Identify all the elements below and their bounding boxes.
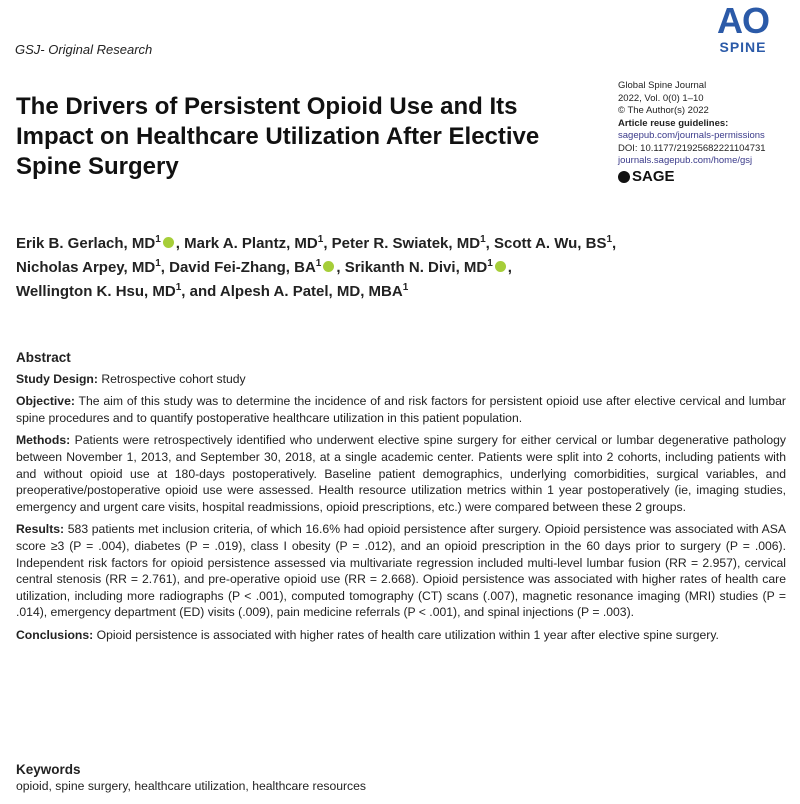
abstract-heading: Abstract bbox=[16, 350, 71, 365]
keywords-text: opioid, spine surgery, healthcare utilization, healthcare resources bbox=[16, 779, 367, 793]
author bbox=[184, 235, 323, 252]
reuse-link[interactable]: sagepub.com/journals-permissions bbox=[618, 130, 765, 141]
author-affiliation: 1 bbox=[317, 234, 324, 245]
study-design-text: Retrospective cohort study bbox=[101, 371, 246, 386]
study-design-label: Study Design: bbox=[16, 371, 98, 386]
journal-link[interactable]: journals.sagepub.com/home/gsj bbox=[618, 155, 753, 166]
author-affiliation: 1 bbox=[487, 258, 493, 269]
author-affiliation: 1 bbox=[480, 234, 486, 245]
sage-logo bbox=[618, 167, 798, 185]
doi[interactable]: DOI: 10.1177/21925682221104731 bbox=[618, 142, 766, 154]
abstract-section bbox=[16, 350, 786, 650]
orcid-icon[interactable] bbox=[163, 237, 174, 248]
author-affiliation: 1 bbox=[175, 282, 182, 293]
study-design-paragraph bbox=[16, 371, 786, 388]
author bbox=[220, 283, 408, 300]
orcid-icon[interactable] bbox=[323, 261, 334, 272]
reuse-label: Article reuse guidelines: bbox=[618, 117, 729, 129]
author-name: David Fei-Zhang, BA bbox=[169, 259, 316, 276]
article-title: The Drivers of Persistent Opioid Use and Its Impact on Healthcare Utilization After Elective Spine Surgery bbox=[16, 93, 540, 180]
author-name: Nicholas Arpey, MD bbox=[16, 259, 156, 276]
author bbox=[169, 259, 336, 276]
conclusions-label: Conclusions: bbox=[16, 627, 94, 642]
journal-meta bbox=[618, 80, 798, 183]
objective-text: The aim of this study was to determine the incidence of and risk factors for persistent opioid use after elective cervical and lumbar spine procedures and to quantify postoperative healthcare utilization in this patient population. bbox=[16, 394, 786, 425]
author-name: Peter R. Swiatek, MD bbox=[331, 235, 481, 252]
author-name: Scott A. Wu, BS bbox=[493, 235, 607, 252]
author-list: Erik B. Gerlach, $MD^1$ , Mark A. Plantz, $MD^1$, Peter R. Swiatek, $MD^1$, Scott A. Wu, $BS^1$, Nicholas Arpey, $MD^1$, David Fei-Zhang, $BA^1$ , Srikanth N. Divi, $MD^1$ , Wellington K. Hsu, $MD^1$, and Alpesh A. Patel, MD, MBA$^1$ bbox=[16, 234, 617, 300]
keywords-heading: Keywords bbox=[16, 762, 81, 777]
author-affiliation: 1 bbox=[402, 282, 409, 293]
methods-label: Methods: bbox=[16, 433, 71, 448]
author bbox=[494, 235, 612, 252]
objective-paragraph bbox=[16, 393, 786, 426]
keywords-section bbox=[16, 762, 786, 793]
author bbox=[16, 259, 161, 276]
ao-spine-logo bbox=[704, 2, 782, 54]
author-affiliation: 1 bbox=[315, 258, 322, 269]
author bbox=[16, 283, 181, 300]
author bbox=[16, 235, 176, 252]
author-name: Alpesh A. Patel, MD, MBA bbox=[219, 283, 403, 300]
methods-paragraph bbox=[16, 432, 786, 515]
author-affiliation: 1 bbox=[606, 234, 613, 245]
author-name: Srikanth N. Divi, MD bbox=[344, 259, 488, 276]
author-name: Erik B. Gerlach, MD bbox=[16, 235, 156, 252]
objective-label: Objective: bbox=[16, 394, 75, 409]
conclusions-text: Opioid persistence is associated with higher rates of health care utilization within 1 year after elective spine surgery. bbox=[96, 627, 719, 642]
results-label: Results: bbox=[16, 522, 65, 537]
journal-name: Global Spine Journal bbox=[618, 80, 707, 91]
orcid-icon[interactable] bbox=[495, 261, 506, 272]
author bbox=[332, 235, 486, 252]
publisher-name: SAGE bbox=[632, 167, 675, 185]
section-label: GSJ- Original Research bbox=[15, 42, 153, 57]
author-name: Wellington K. Hsu, MD bbox=[16, 283, 176, 300]
author-affiliation: 1 bbox=[155, 258, 161, 269]
results-paragraph bbox=[16, 521, 786, 621]
author-affiliation: 1 bbox=[155, 234, 161, 245]
conclusions-paragraph bbox=[16, 627, 786, 644]
author bbox=[345, 259, 508, 276]
logo-spine-text: SPINE bbox=[719, 39, 767, 55]
results-text: 583 patients met inclusion criteria, of which 16.6% had opioid persistence after surgery. Opioid persistence was associated with ASA score ≥3 (P = .004), diabetes (P = .019), class I obesity (P = .012), and an opioid prescription in the 60 days prior to surgery (P = .006). Independent risk factors for opioid persistence assessed via multivariate regression included multi-level lumbar fusion (RR = 2.957), cervical central stenosis (RR = 2.761), and pre-operative opioid use (RR = 2.668). Opioid persistence was associated with higher rates of health care utilization, including more radiographs (P < .001), computed tomography (CT) scans (.007), magnetic resonance imaging (MRI) studies (P = .014), emergency department (ED) visits (.009), pain medicine referrals (P < .001), and spinal injections (P = .003). bbox=[16, 522, 786, 620]
sage-mark-icon bbox=[618, 171, 630, 183]
copyright: © The Author(s) 2022 bbox=[618, 105, 709, 116]
journal-volume: 2022, Vol. 0(0) 1–10 bbox=[618, 92, 704, 104]
author-name: Mark A. Plantz, MD bbox=[184, 235, 318, 252]
methods-text: Patients were retrospectively identified who underwent elective spine surgery for either cervical or lumbar degenerative pathology between November 1, 2013, and September 30, 2018, at a single academic center. Patients were split into 2 cohorts, including patients with and without opioid use at 180-days postoperatively. Baseline patient demographics, underlying comorbidities, surgical variables, and preoperative/postoperative opioid use were assessed. Health resource utilization metrics within 1 year postoperatively (ie, imaging studies, emergency and urgent care visits, hospital readmissions, opioid prescriptions, etc.) were compared between these 2 groups. bbox=[16, 433, 786, 514]
logo-ao-text: AO bbox=[717, 0, 769, 41]
